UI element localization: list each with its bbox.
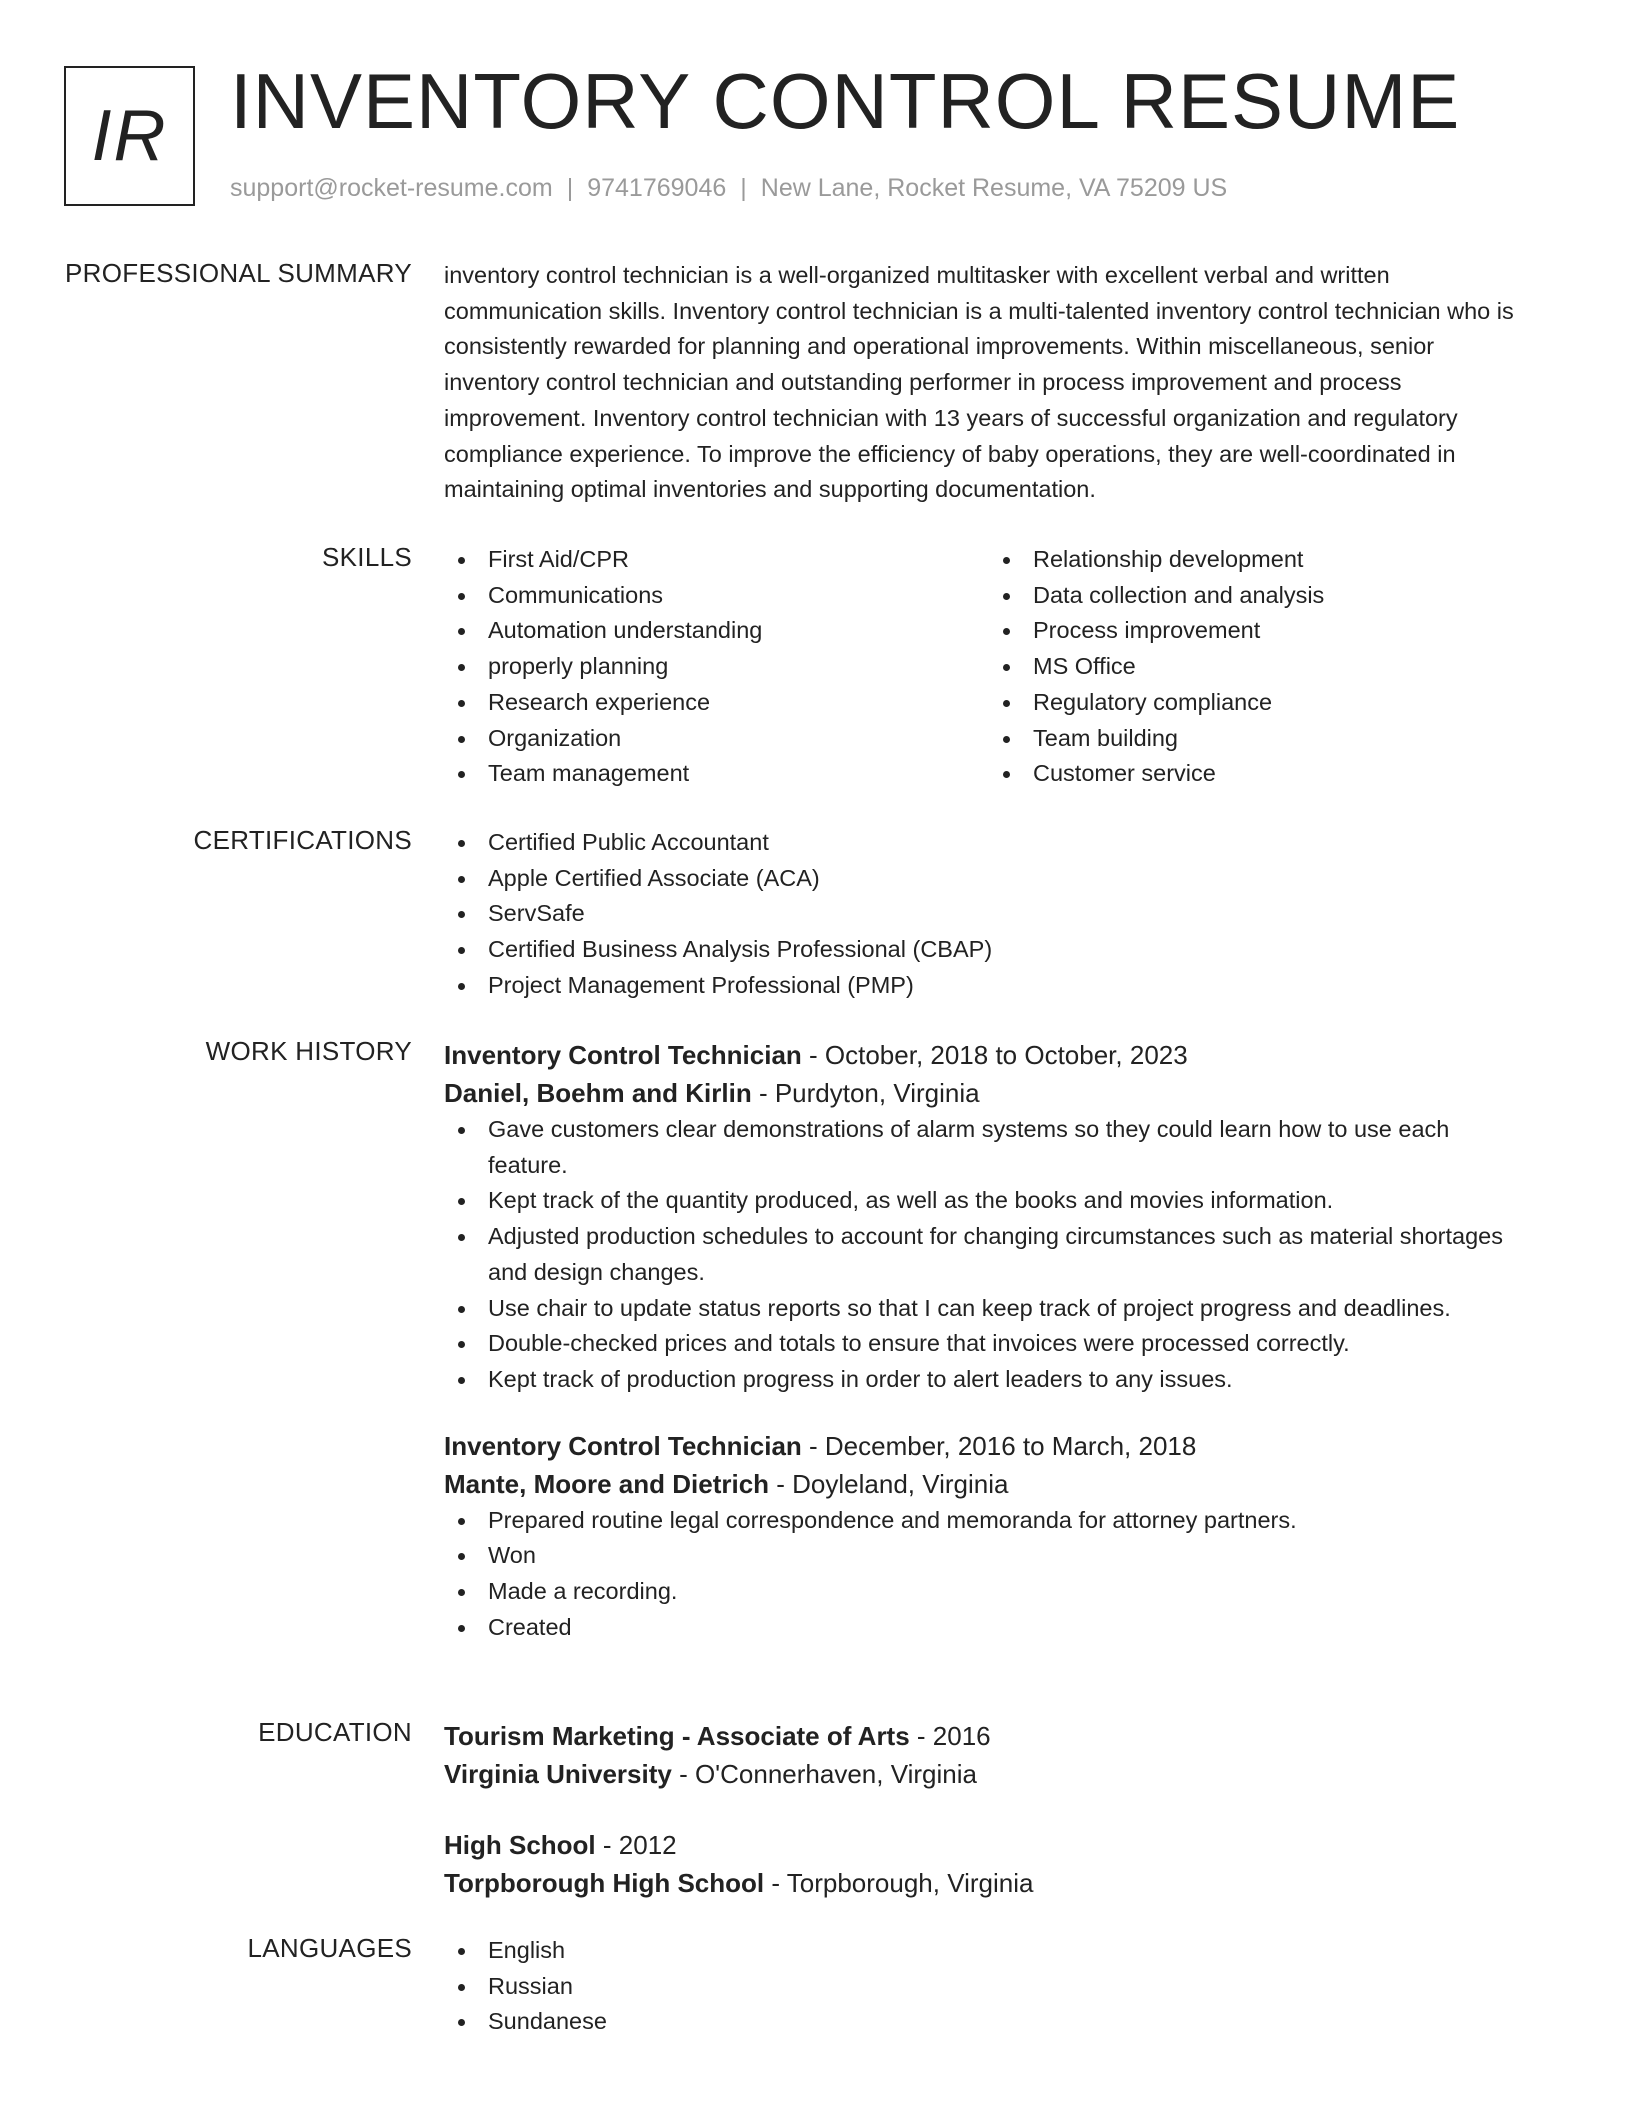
- summary-text: inventory control technician is a well-organized multitasker with excellent verbal and written communication skills. Inventory control technician is a multi-talented inventory control technician who is consistently rewarded for planning and operational improvements. Within miscellaneous, senior inventory control technician and outstanding performer in process improvement and process improvement. Inventory control technician with 13 years of successful organization and regulatory compliance experience. To improve the efficiency of baby operations, they are well-coordinated in maintaining optimal inventories and supporting documentation.: [444, 262, 1514, 503]
- list-item: Communications: [444, 578, 989, 614]
- skills-column-left: [444, 542, 989, 792]
- education-degree-line: [444, 1826, 1534, 1864]
- education-entry: [444, 1826, 1534, 1902]
- list-item: Use chair to update status reports so that I can keep track of project progress and deadlines.: [444, 1291, 1534, 1327]
- job-company-line: [444, 1074, 1534, 1112]
- list-item: Prepared routine legal correspondence and memoranda for attorney partners.: [444, 1503, 1534, 1539]
- list-item: Automation understanding: [444, 613, 989, 649]
- list-item: Russian: [444, 1969, 1534, 2005]
- list-item: Customer service: [989, 756, 1534, 792]
- education-school: Torpborough High School: [444, 1868, 765, 1898]
- job-bullets: [444, 1503, 1534, 1646]
- list-item: Team management: [444, 756, 989, 792]
- skills-heading: SKILLS: [322, 542, 412, 572]
- skills-list: [444, 542, 1534, 792]
- contact-address: New Lane, Rocket Resume, VA 75209 US: [760, 174, 1228, 202]
- list-item: Created: [444, 1610, 1534, 1646]
- list-item: Won: [444, 1538, 1534, 1574]
- languages-list: [444, 1933, 1534, 2040]
- education-degree: High School: [444, 1830, 596, 1860]
- list-item: English: [444, 1933, 1534, 1969]
- job-company-line: [444, 1465, 1534, 1503]
- list-item: Research experience: [444, 685, 989, 721]
- list-item: properly planning: [444, 649, 989, 685]
- job-title: Inventory Control Technician: [444, 1040, 802, 1070]
- job-title: Inventory Control Technician: [444, 1430, 802, 1461]
- job-dates: - October, 2018 to October, 2023: [801, 1040, 1188, 1070]
- list-item: Certified Public Accountant: [444, 825, 1534, 861]
- certifications-heading: CERTIFICATIONS: [193, 825, 412, 855]
- languages-heading: LANGUAGES: [247, 1933, 412, 1963]
- list-item: First Aid/CPR: [444, 542, 989, 578]
- list-item: MS Office: [989, 649, 1534, 685]
- monogram-initials: IR: [91, 96, 168, 176]
- list-item: Certified Business Analysis Professional (CBAP): [444, 932, 1534, 968]
- contact-line: [230, 174, 1227, 203]
- education-location: - O'Connerhaven, Virginia: [671, 1759, 977, 1789]
- resume-title: INVENTORY CONTROL RESUME: [230, 57, 1461, 145]
- work-history-heading: WORK HISTORY: [205, 1036, 412, 1066]
- summary-heading: PROFESSIONAL SUMMARY: [65, 258, 412, 288]
- list-item: Made a recording.: [444, 1574, 1534, 1610]
- list-item: Team building: [989, 721, 1534, 757]
- list-item: Gave customers clear demonstrations of alarm systems so they could learn how to use each feature.: [444, 1112, 1534, 1183]
- list-item: Organization: [444, 721, 989, 757]
- education-location: - Torpborough, Virginia: [764, 1868, 1034, 1898]
- list-item: Kept track of production progress in order to alert leaders to any issues.: [444, 1362, 1534, 1398]
- monogram-box: [64, 66, 195, 206]
- education-school-line: [444, 1864, 1534, 1902]
- education-degree: Tourism Marketing - Associate of Arts: [444, 1721, 910, 1751]
- list-item: Adjusted production schedules to account for changing circumstances such as material shortages and design changes.: [444, 1219, 1534, 1290]
- job-dates: - December, 2016 to March, 2018: [801, 1430, 1197, 1461]
- job-entry: [444, 1036, 1534, 1398]
- job-company: Mante, Moore and Dietrich: [444, 1468, 770, 1499]
- skills-column-right: [989, 542, 1534, 792]
- list-item: Sundanese: [444, 2004, 1534, 2040]
- education-heading: EDUCATION: [258, 1717, 412, 1747]
- education-body: [444, 1717, 1534, 1902]
- education-school: Virginia University: [444, 1759, 672, 1789]
- contact-email: support@rocket-resume.com: [230, 174, 553, 202]
- contact-phone: 9741769046: [587, 174, 727, 202]
- education-year: - 2012: [595, 1830, 677, 1860]
- list-item: ServSafe: [444, 896, 1534, 932]
- list-item: Relationship development: [989, 542, 1534, 578]
- certifications-list: [444, 825, 1534, 1004]
- work-history-body: [444, 1036, 1534, 1645]
- list-item: Apple Certified Associate (ACA): [444, 861, 1534, 897]
- job-bullets: [444, 1112, 1534, 1398]
- education-school-line: [444, 1755, 1534, 1793]
- contact-separator: |: [740, 174, 747, 202]
- job-location: - Doyleland, Virginia: [769, 1468, 1009, 1499]
- job-location: - Purdyton, Virginia: [751, 1078, 980, 1108]
- list-item: Double-checked prices and totals to ensure that invoices were processed correctly.: [444, 1326, 1534, 1362]
- list-item: Regulatory compliance: [989, 685, 1534, 721]
- job-title-line: [444, 1036, 1534, 1074]
- list-item: Kept track of the quantity produced, as well as the books and movies information.: [444, 1183, 1534, 1219]
- list-item: Data collection and analysis: [989, 578, 1534, 614]
- job-company: Daniel, Boehm and Kirlin: [444, 1078, 752, 1108]
- education-degree-line: [444, 1717, 1534, 1755]
- contact-separator: |: [566, 174, 574, 202]
- education-entry: [444, 1717, 1534, 1793]
- list-item: Process improvement: [989, 613, 1534, 649]
- education-year: - 2016: [909, 1721, 991, 1751]
- job-entry: [444, 1427, 1534, 1646]
- list-item: Project Management Professional (PMP): [444, 968, 1534, 1004]
- job-title-line: [444, 1427, 1534, 1465]
